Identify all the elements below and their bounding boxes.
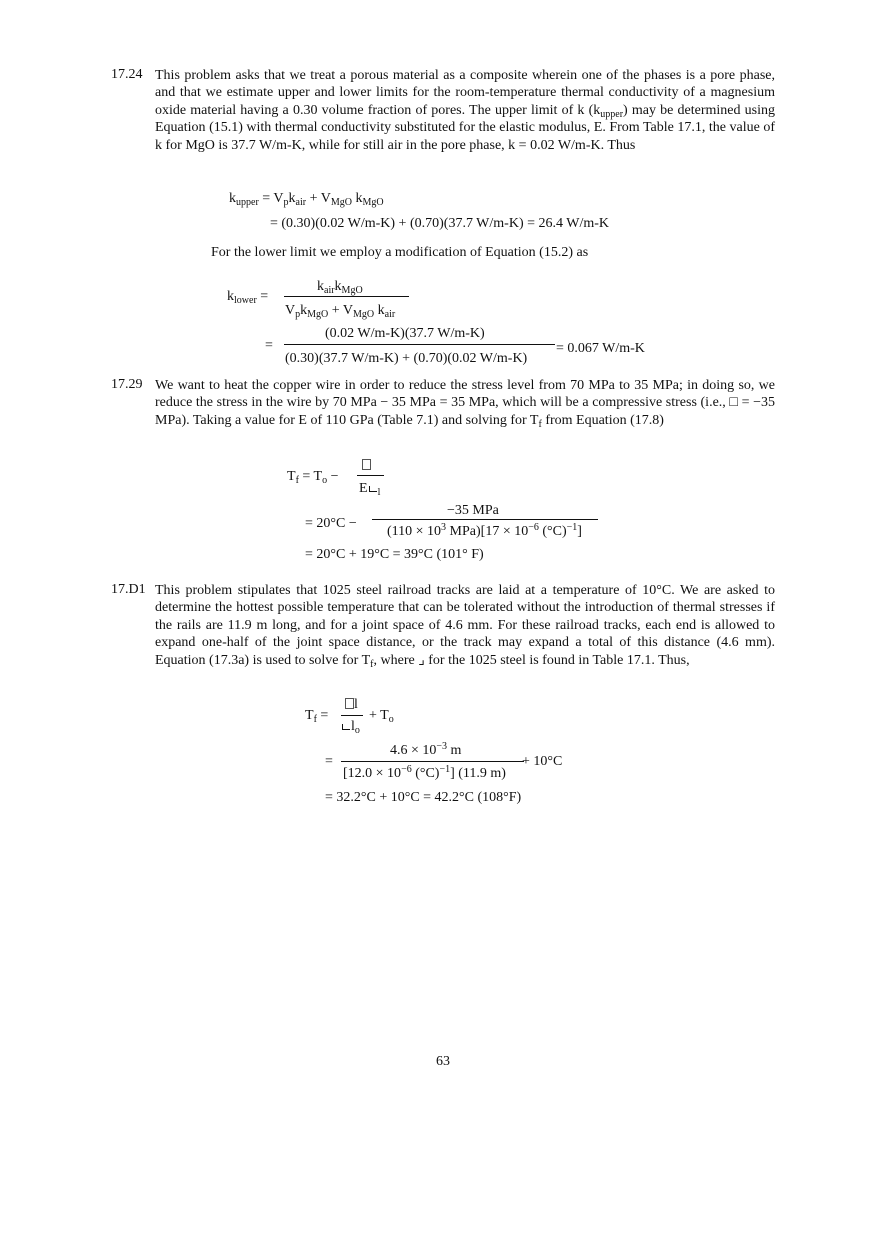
equation-tf-step2-denominator: ($110 \times 10^3$ $MPa)[17 \times 10^{-6}$ $(^\circ C)^{-1}$]: [387, 522, 582, 539]
equals-sign: =: [265, 338, 273, 353]
equation-tf-denominator: E $_l$: [359, 481, 381, 498]
equation-tf-label: $T_f = T_o$ −: [287, 469, 339, 486]
equation-k-lower-numerator: $k_{air}k_{MgO}$: [317, 279, 363, 296]
equation-tf-result: = 20°C + 19°C = 39°C (101° F): [305, 547, 484, 562]
equation-tf2-plus-to: + $T_o$: [369, 708, 394, 725]
equation-k-lower-num-values: (0.02 W/m-K)(37.7 W/m-K): [325, 326, 485, 341]
problem-17-d1-text: This problem stipulates that 1025 steel railroad tracks are laid at a temperature of 10°C. We are asked to determine the hottest possible temperature that can be tolerated without the introduction of thermal stresses if the rails are 11.9 m long, and for a joint space of 4.6 mm. For these railroad tracks, each end is allowed to expand one-half of the joint space distance, or the track may expand a total of this distance (4.6 mm). Equation (17.3a) is used to solve for $T_f$, where ⌟ for the 1025 steel is found in Table 17.1. Thus,: [155, 583, 775, 670]
fraction-bar: [357, 475, 384, 476]
problem-number-17-d1: 17.D1: [111, 582, 146, 597]
equation-k-upper: $k_{upper} = V_pk_{air} + V_{MgO}$ $k_{MgO}$: [229, 191, 384, 208]
equation-tf-step2-lead: = 20°C −: [305, 516, 357, 531]
fraction-bar: [372, 519, 598, 520]
problem-17-24-text: This problem asks that we treat a porous material as a composite wherein one of the phases is a pore phase, and that we estimate upper and lower limits for the room-temperature thermal conductivity of a magnesium oxide material having a 0.30 volume fraction of pores. The upper limit of k $(k_{upper})$ may be determined using Equation (15.1) with thermal conductivity substituted for the elastic modulus, E. From Table 17.1, the value of k for MgO is 37.7 W/m-K, while for still air in the pore phase, k = 0.02 W/m-K. Thus: [155, 68, 775, 153]
problem-number-17-29: 17.29: [111, 377, 143, 392]
equation-tf2-step2-numerator: $4.6 \times 10^{-3}$ m: [390, 741, 462, 758]
equation-tf2-label: $T_f$ =: [305, 708, 329, 725]
equation-k-upper-value: = (0.30)(0.02 W/m-K) + (0.70)(37.7 W/m-K) = 26.4 W/m-K: [270, 216, 610, 231]
lower-limit-text: For the lower limit we employ a modification of Equation (15.2) as: [211, 245, 589, 260]
sigma-glyph-box: [362, 458, 371, 474]
fraction-bar: [284, 296, 409, 297]
equation-k-lower-denominator: $V_pk_{MgO} + V_{MgO}$ $k_{air}$: [285, 303, 396, 320]
fraction-bar: [284, 344, 555, 345]
equation-k-lower-result: = 0.067 W/m-K: [556, 341, 645, 356]
equals-sign: =: [325, 754, 333, 769]
equation-tf-step2-numerator: −35 MPa: [447, 503, 499, 518]
equation-tf2-numerator: l: [345, 697, 358, 713]
fraction-bar: [341, 715, 363, 716]
equation-k-lower-label: $k_{lower}$ =: [227, 289, 269, 306]
page-number: 63: [436, 1054, 450, 1069]
equation-tf2-result: = 32.2°C + 10°C = 42.2°C (108°F): [325, 790, 522, 805]
fraction-bar: [341, 761, 524, 762]
equation-tf2-step2-denominator: [$12.0 \times 10^{-6}$ $(^\circ C)^{-1}$] (11.9 m): [343, 764, 506, 781]
problem-number-17-24: 17.24: [111, 67, 143, 82]
equation-k-lower-den-values: (0.30)(37.7 W/m-K) + (0.70)(0.02 W/m-K): [285, 351, 528, 366]
equation-tf2-step2-plus: + 10°C: [522, 754, 563, 769]
equation-tf2-denominator: $l_o$: [341, 719, 360, 735]
problem-17-29-text: We want to heat the copper wire in order to reduce the stress level from 70 MPa to 35 MPa; in doing so, we reduce the stress in the wire by 70 MPa − 35 MPa = 35 MPa, which will be a compressive stress (i.e., □ = −35 MPa). Taking a value for E of 110 GPa (Table 7.1) and solving for $T_f$ from Equation (17.8): [155, 378, 775, 430]
